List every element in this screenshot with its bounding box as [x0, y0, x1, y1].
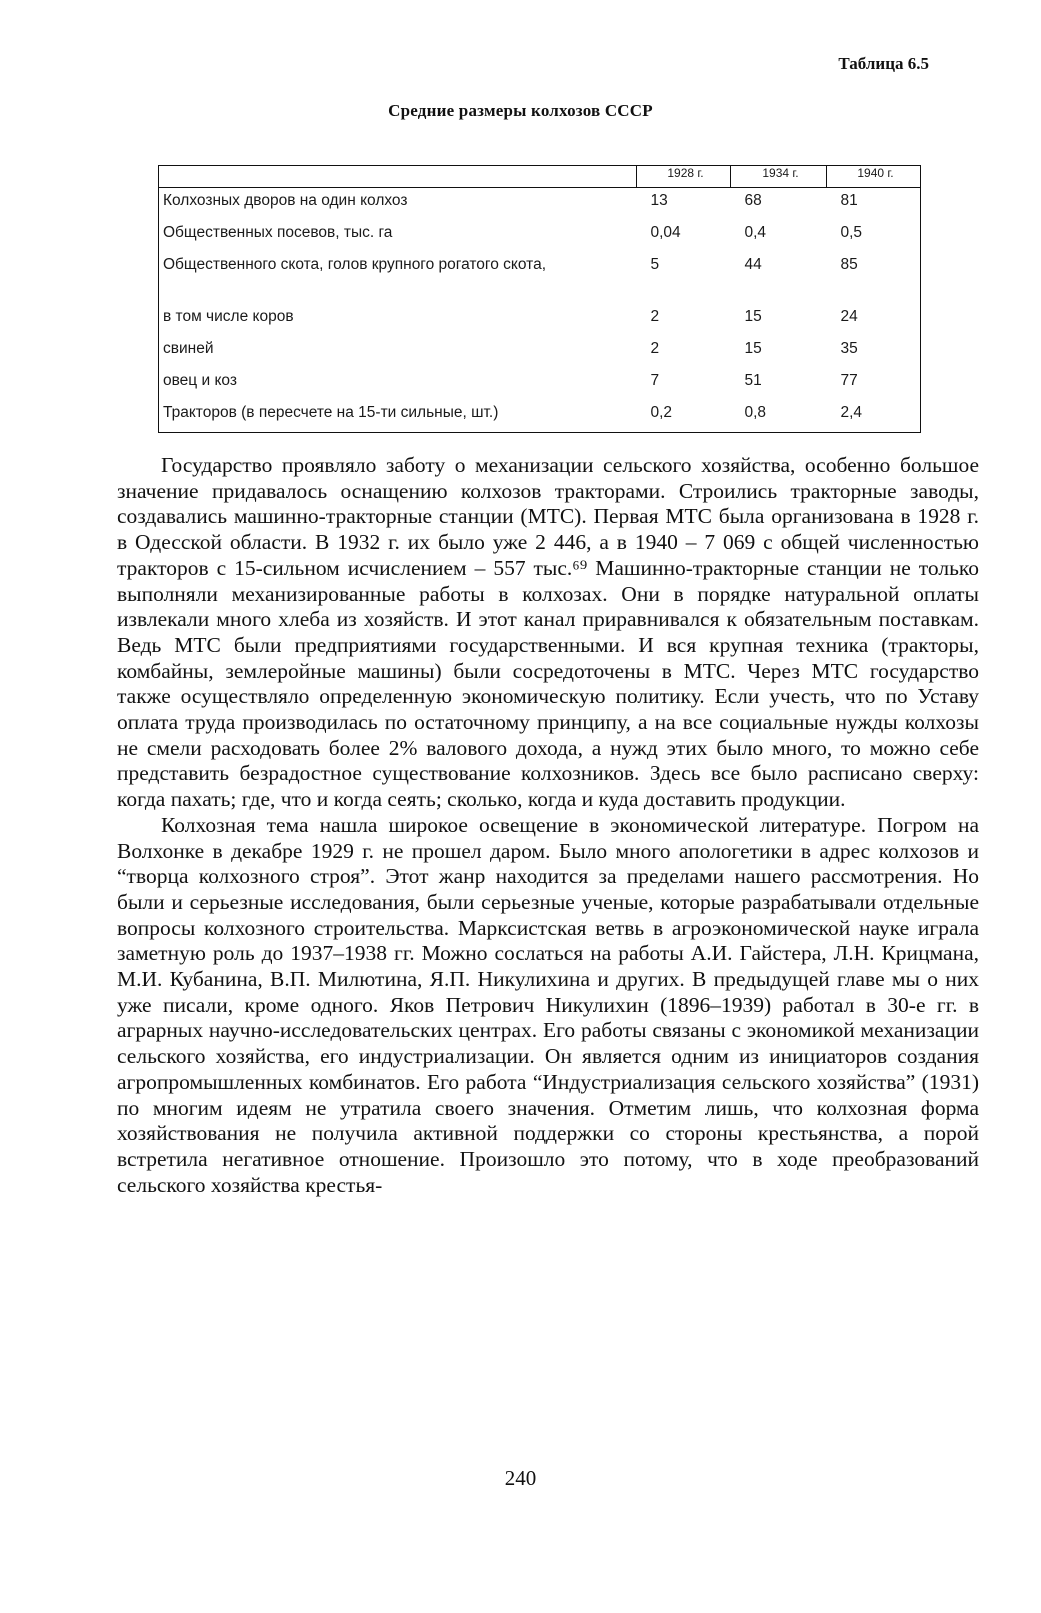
table-cell: 68 — [744, 192, 762, 209]
table-header-cell: 1934 г. — [731, 166, 827, 188]
row-label: Общественного скота, голов крупного рогатого скота, — [159, 252, 637, 304]
paragraph: Государство проявляло заботу о механизации сельского хозяйства, особенно большое значение придавалось оснащению колхозов тракторами. Строились тракторные заводы, создавались машинно-тракторные станции (МТС). Первая МТС была организована в 1928 г. в Одесской области. В 1932 г. их было уже 2 446, а в 1940 – 7 069 с общей численностью тракторов с 15-сильном исчислением – 557 тыс.⁶⁹ Машинно-тракторные станции не только выполняли механизированные работы в колхозах. Они в порядке натуральной оплаты извлекали много хлеба из хозяйств. И этот канал приравнивался к обязательным поставкам. Ведь МТС были предприятиями государственными. И вся крупная техника (тракторы, комбайны, землеройные машины) были сосредоточены в МТС. Через МТС государство также осуществляло определенную экономическую политику. Если учесть, что по Уставу оплата труда производилась по остаточному принципу, а на все социальные нужды колхозы не смели расходовать более 2% валового дохода, а нужд этих было много, то можно себе представить безрадостное существование колхозников. Здесь все было расписано сверху: когда пахать; где, что и когда сеять; сколько, когда и куда доставить продукции. — [117, 453, 979, 812]
table-cell: 77 — [827, 368, 921, 400]
table-cell: 15 — [744, 308, 762, 325]
table-cell: 0,2 — [637, 400, 731, 433]
table-header-blank — [159, 166, 637, 188]
table-cell: 5 — [650, 256, 660, 273]
table-cell: 7 — [650, 372, 660, 389]
table-row — [159, 252, 921, 304]
table-cell: 2 — [650, 308, 660, 325]
table-header-cell: 1940 г. — [827, 166, 921, 188]
table-cell: 85 — [827, 252, 921, 304]
table-cell: 15 — [744, 340, 762, 357]
row-label: свиней — [159, 336, 637, 368]
table-row — [159, 400, 921, 433]
table-cell: 0,4 — [744, 224, 767, 241]
table-header-cell: 1928 г. — [637, 166, 731, 188]
table-row — [159, 304, 921, 336]
table-cell: 0,04 — [650, 224, 681, 241]
row-label: в том числе коров — [159, 304, 637, 336]
row-label: Колхозных дворов на один колхоз — [159, 188, 637, 221]
table-cell: 35 — [827, 336, 921, 368]
table-cell: 13 — [650, 192, 668, 209]
table-header-row — [159, 166, 921, 188]
table-cell: 81 — [827, 188, 921, 221]
page-number: 240 — [504, 1466, 537, 1490]
table-cell: 44 — [744, 256, 762, 273]
row-label: Тракторов (в пересчете на 15-ти сильные, шт.) — [159, 400, 637, 433]
table-cell: 24 — [827, 304, 921, 336]
table-title: Средние размеры колхозов СССР — [388, 101, 653, 120]
table-row — [159, 336, 921, 368]
table-cell: 2,4 — [827, 400, 921, 433]
paragraph: Колхозная тема нашла широкое освещение в экономической литературе. Погром на Волхонке в декабре 1929 г. не прошел даром. Было много апологетики в адрес колхозов и “творца колхозного строя”. Этот жанр находится за пределами нашего рассмотрения. Но были и серьезные исследования, были серьезные ученые, которые разрабатывали отдельные вопросы колхозного строительства. Марксистская ветвь в агроэкономической науке играла заметную роль до 1937–1938 гг. Можно сослаться на работы А.И. Гайстера, Л.Н. Крицмана, М.И. Кубанина, В.П. Милютина, Я.П. Никулихина и других. В предыдущей главе мы о них уже писали, кроме одного. Яков Петрович Никулихин (1896–1939) работал в 30-е гг. в аграрных научно-исследовательских центрах. Его работы связаны с экономикой механизации сельского хозяйства, его индустриализации. Он является одним из инициаторов создания агропромышленных комбинатов. Его работа “Индустриализация сельского хозяйства” (1931) по многим идеям не утратила своего значения. Отметим лишь, что колхозная форма хозяйствования не получила активной поддержки со стороны крестьянства, а порой встретила негативное отношение. Произошло это потому, что в ходе преобразований сельского хозяйства крестья- — [117, 812, 979, 1197]
table-row — [159, 368, 921, 400]
row-label: Общественных посевов, тыс. га — [159, 220, 637, 252]
table-cell: 0,8 — [731, 400, 827, 433]
row-label: овец и коз — [159, 368, 637, 400]
body-text — [117, 453, 979, 1198]
table-row — [159, 188, 921, 221]
table-cell: 2 — [650, 340, 660, 357]
table-row — [159, 220, 921, 252]
data-table — [158, 165, 921, 433]
table-cell: 51 — [744, 372, 762, 389]
table-number: Таблица 6.5 — [838, 54, 929, 73]
table-cell: 0,5 — [827, 220, 921, 252]
